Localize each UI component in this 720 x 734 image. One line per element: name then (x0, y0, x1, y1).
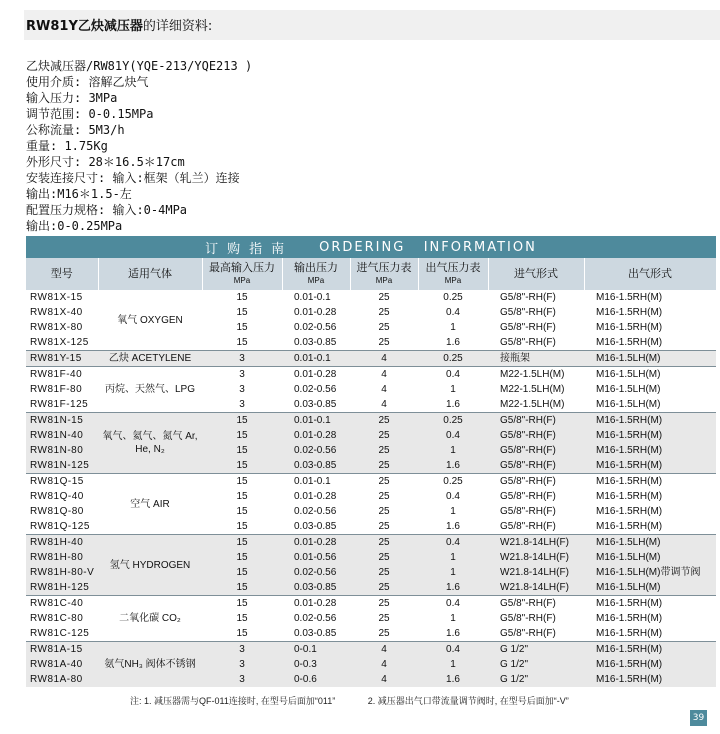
cell-inlet-type: G5/8"-RH(F) (488, 458, 584, 474)
cell-model: RW81N-40 (26, 428, 98, 443)
cell-outlet-type: M16-1.5RH(M) (584, 443, 716, 458)
cell-outlet-pressure: 0.03-0.85 (282, 458, 350, 474)
cell-outlet-pressure: 0.03-0.85 (294, 399, 337, 410)
cell-inlet-gauge: 25 (378, 307, 390, 318)
table-header-row (26, 258, 716, 290)
cell-outlet-gauge: 0.4 (418, 642, 488, 658)
cell-max-inlet: 3 (239, 399, 245, 410)
cell-outlet-gauge: 0.25 (418, 413, 488, 429)
ordering-catalog (26, 236, 716, 734)
cell-inlet-gauge: 25 (350, 550, 418, 565)
cell-model: RW81X-40 (30, 307, 83, 318)
cell-model: RW81A-40 (26, 657, 98, 672)
col-model: 型号 (26, 258, 98, 290)
cell-max-inlet: 15 (236, 307, 248, 318)
cell-outlet-gauge: 1.6 (418, 672, 488, 687)
cell-outlet-type: M16-1.5RH(M) (584, 672, 716, 687)
cell-outlet-pressure: 0.01-0.28 (282, 428, 350, 443)
cell-outlet-type: M16-1.5RH(M) (584, 413, 716, 429)
footnote (130, 694, 599, 707)
cell-outlet-gauge: 0.4 (446, 491, 460, 502)
col-inlet-gauge-label: 进气压力表 (356, 262, 412, 274)
col-outlet-type: 出气形式 (584, 258, 716, 290)
cell-max-inlet: 15 (202, 413, 282, 429)
cell-outlet-gauge: 0.4 (418, 596, 488, 612)
cell-outlet-pressure: 0.01-0.1 (294, 292, 331, 303)
cell-inlet-gauge: 25 (350, 443, 418, 458)
cell-outlet-pressure: 0.02-0.56 (294, 613, 337, 624)
spec-line: 公称流量: 5M3/h (26, 123, 125, 137)
cell-max-inlet: 15 (202, 535, 282, 551)
cell-max-inlet: 3 (202, 672, 282, 687)
table-row (26, 535, 716, 551)
cell-gas: 氢气 HYDROGEN (98, 535, 202, 596)
cell-max-inlet: 15 (236, 292, 248, 303)
cell-model: RW81A-15 (26, 642, 98, 658)
table-body (26, 290, 716, 687)
cell-model: RW81H-80 (26, 550, 98, 565)
cell-inlet-gauge: 4 (350, 367, 418, 383)
spec-line: 重量: 1.75Kg (26, 139, 108, 153)
cell-outlet-pressure: 0.03-0.85 (294, 337, 337, 348)
cell-outlet-pressure: 0.01-0.1 (282, 474, 350, 490)
cell-max-inlet: 15 (236, 337, 248, 348)
cell-outlet-pressure: 0.01-0.1 (282, 351, 350, 367)
cell-inlet-gauge: 25 (350, 565, 418, 580)
cell-model: RW81F-125 (30, 399, 89, 410)
cell-inlet-gauge: 4 (381, 384, 387, 395)
cell-max-inlet: 15 (236, 628, 248, 639)
cell-gas: 丙烷、天然气、LPG (98, 367, 202, 413)
table-row (26, 642, 716, 658)
cell-outlet-type: M16-1.5RH(M) (584, 458, 716, 474)
cell-outlet-pressure: 0.01-0.28 (282, 367, 350, 383)
cell-max-inlet: 15 (202, 550, 282, 565)
cell-outlet-type: M16-1.5RH(M) (584, 474, 716, 490)
page-title-bar (24, 10, 720, 40)
cell-outlet-gauge: 1.6 (418, 458, 488, 474)
cell-outlet-type: M16-1.5RH(M) (596, 307, 663, 318)
cell-gas: 乙炔 ACETYLENE (98, 351, 202, 367)
cell-outlet-type: M16-1.5LH(M)带调节阀 (584, 565, 716, 580)
cell-inlet-gauge: 25 (350, 535, 418, 551)
cell-max-inlet: 15 (202, 443, 282, 458)
cell-outlet-type: M16-1.5LH(M) (596, 399, 661, 410)
cell-model: RW81A-80 (26, 672, 98, 687)
cell-max-inlet: 3 (202, 657, 282, 672)
cell-inlet-type: G5/8"-RH(F) (500, 292, 556, 303)
cell-inlet-type: G5/8"-RH(F) (500, 521, 556, 532)
table-row (26, 413, 716, 429)
cell-inlet-gauge: 25 (378, 292, 390, 303)
cell-max-inlet: 15 (236, 521, 248, 532)
cell-outlet-type: M16-1.5RH(M) (584, 428, 716, 443)
spec-line: 乙炔减压器/RW81Y(YQE-213/YQE213 ) (26, 59, 253, 73)
cell-outlet-type: M16-1.5RH(M) (596, 506, 663, 517)
cell-model: RW81H-125 (26, 580, 98, 596)
cell-outlet-pressure: 0-0.3 (282, 657, 350, 672)
ordering-table (26, 258, 717, 687)
cell-outlet-gauge: 0.25 (443, 292, 463, 303)
cell-outlet-pressure: 0.01-0.28 (282, 535, 350, 551)
cell-outlet-gauge: 1 (418, 657, 488, 672)
cell-inlet-gauge: 25 (350, 580, 418, 596)
cell-inlet-type: G5/8"-RH(F) (500, 613, 556, 624)
cell-outlet-gauge: 0.25 (418, 474, 488, 490)
table-row (26, 474, 716, 490)
cell-outlet-gauge: 0.4 (418, 367, 488, 383)
spec-line: 使用介质: 溶解乙炔气 (26, 75, 149, 89)
unit-label: MPa (307, 276, 325, 285)
cell-outlet-pressure: 0.01-0.28 (294, 491, 337, 502)
cell-max-inlet: 15 (202, 458, 282, 474)
cell-inlet-gauge: 25 (378, 506, 390, 517)
table-row (26, 596, 716, 612)
cell-inlet-gauge: 4 (350, 657, 418, 672)
cell-model: RW81Y-15 (26, 351, 98, 367)
cell-inlet-type: W21.8-14LH(F) (488, 580, 584, 596)
cell-max-inlet: 15 (236, 491, 248, 502)
cell-outlet-pressure: 0.01-0.28 (282, 596, 350, 612)
cell-outlet-pressure: 0.03-0.85 (282, 580, 350, 596)
cell-outlet-pressure: 0-0.1 (282, 642, 350, 658)
cell-inlet-type: M22-1.5LH(M) (500, 384, 565, 395)
col-max-inlet (202, 258, 282, 290)
spec-line: 调节范围: 0-0.15MPa (26, 107, 154, 121)
cell-inlet-type: G5/8"-RH(F) (500, 491, 556, 502)
spec-line: 输出:0-0.25MPa (26, 219, 123, 233)
cell-inlet-gauge: 4 (381, 399, 387, 410)
cell-model: RW81Q-40 (30, 491, 84, 502)
cell-outlet-pressure: 0.02-0.56 (294, 384, 337, 395)
cell-inlet-type: G 1/2" (488, 672, 584, 687)
cell-max-inlet: 15 (236, 613, 248, 624)
cell-outlet-gauge: 1.6 (446, 399, 460, 410)
cell-outlet-gauge: 1.6 (446, 337, 460, 348)
cell-inlet-gauge: 25 (350, 474, 418, 490)
cell-inlet-type: G5/8"-RH(F) (500, 628, 556, 639)
table-row (26, 367, 716, 383)
cell-gas: 二氧化碳 CO₂ (98, 596, 202, 642)
cell-model: RW81X-15 (30, 292, 83, 303)
cell-max-inlet: 15 (202, 580, 282, 596)
col-outlet-pressure-label: 输出压力 (294, 262, 338, 274)
cell-model: RW81X-125 (30, 337, 89, 348)
cell-inlet-type: M22-1.5LH(M) (500, 399, 565, 410)
cell-outlet-type: M16-1.5LH(M) (584, 550, 716, 565)
cell-model: RW81F-80 (30, 384, 83, 395)
cell-inlet-type: W21.8-14LH(F) (488, 565, 584, 580)
cell-inlet-type: G 1/2" (488, 642, 584, 658)
catalog-header (26, 236, 716, 258)
cell-inlet-gauge: 25 (378, 613, 390, 624)
unit-label: MPa (444, 276, 462, 285)
cell-outlet-pressure: 0.01-0.1 (282, 413, 350, 429)
col-outlet-gauge (418, 258, 488, 290)
page-number: 39 (690, 710, 707, 726)
cell-outlet-type: M16-1.5RH(M) (596, 491, 663, 502)
col-gas: 适用气体 (98, 258, 202, 290)
cell-inlet-type: G5/8"-RH(F) (500, 307, 556, 318)
cell-inlet-type: M22-1.5LH(M) (488, 367, 584, 383)
unit-label: MPa (375, 276, 393, 285)
product-title: RW81Y乙炔减压器 (26, 19, 143, 34)
cell-model: RW81N-15 (26, 413, 98, 429)
cell-outlet-pressure: 0.01-0.56 (282, 550, 350, 565)
cell-model: RW81Q-125 (30, 521, 90, 532)
cell-outlet-type: M16-1.5RH(M) (596, 628, 663, 639)
cell-max-inlet: 3 (202, 367, 282, 383)
cell-inlet-type: G5/8"-RH(F) (488, 474, 584, 490)
cell-model: RW81H-80-V (26, 565, 98, 580)
cell-outlet-pressure: 0.03-0.85 (294, 628, 337, 639)
cell-outlet-gauge: 1.6 (446, 628, 460, 639)
cell-max-inlet: 15 (236, 322, 248, 333)
cell-outlet-gauge: 0.25 (418, 351, 488, 367)
cell-gas: 氨气NH₃ 阀体不锈钢 (98, 642, 202, 688)
cell-inlet-type: G5/8"-RH(F) (500, 337, 556, 348)
cell-model: RW81Q-15 (26, 474, 98, 490)
col-inlet-gauge (350, 258, 418, 290)
cell-inlet-type: G5/8"-RH(F) (500, 506, 556, 517)
cell-gas: 氧气、氦气、氮气 Ar, He, N₂ (98, 413, 202, 474)
cell-outlet-gauge: 1.6 (446, 521, 460, 532)
catalog-title-en: ORDERING INFORMATION (319, 239, 537, 255)
cell-model: RW81F-40 (26, 367, 98, 383)
table-row (26, 351, 716, 367)
cell-outlet-type: M16-1.5RH(M) (584, 596, 716, 612)
cell-outlet-gauge: 1.6 (418, 580, 488, 596)
cell-model: RW81C-125 (30, 628, 90, 639)
cell-outlet-gauge: 1 (450, 384, 456, 395)
cell-outlet-type: M16-1.5RH(M) (584, 642, 716, 658)
cell-inlet-type: G5/8"-RH(F) (500, 322, 556, 333)
cell-outlet-type: M16-1.5LH(M) (596, 384, 661, 395)
cell-gas: 空气 AIR (98, 474, 202, 535)
cell-inlet-gauge: 25 (350, 428, 418, 443)
cell-outlet-pressure: 0-0.6 (282, 672, 350, 687)
cell-outlet-type: M16-1.5RH(M) (596, 521, 663, 532)
cell-max-inlet: 3 (202, 351, 282, 367)
cell-inlet-gauge: 25 (378, 628, 390, 639)
spec-list (26, 58, 252, 234)
cell-inlet-gauge: 25 (350, 413, 418, 429)
cell-model: RW81Q-80 (30, 506, 84, 517)
cell-outlet-gauge: 0.4 (418, 535, 488, 551)
cell-outlet-type: M16-1.5LH(M) (584, 580, 716, 596)
cell-model: RW81N-125 (26, 458, 98, 474)
col-inlet-type: 进气形式 (488, 258, 584, 290)
cell-inlet-gauge: 25 (378, 337, 390, 348)
cell-inlet-gauge: 25 (378, 322, 390, 333)
cell-outlet-gauge: 1 (418, 550, 488, 565)
cell-inlet-type: G5/8"-RH(F) (488, 443, 584, 458)
cell-outlet-pressure: 0.02-0.56 (294, 322, 337, 333)
cell-max-inlet: 15 (202, 428, 282, 443)
cell-inlet-gauge: 4 (350, 642, 418, 658)
cell-inlet-gauge: 25 (350, 458, 418, 474)
cell-outlet-type: M16-1.5RH(M) (596, 613, 663, 624)
footnote-1: 注: 1. 减压器需与QF-011连接时, 在型号后面加“011” (130, 696, 336, 706)
cell-outlet-type: M16-1.5LH(M) (584, 367, 716, 383)
cell-outlet-type: M16-1.5LH(M) (584, 535, 716, 551)
spec-line: 外形尺寸: 28＊16.5＊17cm (26, 155, 185, 169)
cell-outlet-gauge: 1 (450, 613, 456, 624)
cell-gas: 氧气 OXYGEN (117, 314, 183, 326)
cell-max-inlet: 15 (202, 596, 282, 612)
cell-outlet-type: M16-1.5RH(M) (596, 322, 663, 333)
cell-outlet-gauge: 1 (418, 565, 488, 580)
cell-outlet-type: M16-1.5RH(M) (584, 657, 716, 672)
cell-model: RW81H-40 (26, 535, 98, 551)
col-outlet-pressure (282, 258, 350, 290)
footnote-2: 2. 减压器出气口带流量调节阀时, 在型号后面加“-V” (367, 696, 569, 706)
cell-max-inlet: 3 (202, 642, 282, 658)
cell-inlet-type: 接瓶架 (488, 351, 584, 367)
table-row (26, 290, 716, 305)
cell-outlet-gauge: 0.4 (418, 428, 488, 443)
title-suffix: 的详细资料: (142, 19, 213, 34)
cell-outlet-type: M16-1.5RH(M) (596, 337, 663, 348)
cell-model: RW81C-80 (30, 613, 84, 624)
cell-outlet-pressure: 0.02-0.56 (282, 443, 350, 458)
col-outlet-gauge-label: 出气压力表 (425, 262, 481, 274)
cell-inlet-gauge: 25 (378, 521, 390, 532)
cell-max-inlet: 3 (239, 384, 245, 395)
cell-inlet-type: G5/8"-RH(F) (488, 596, 584, 612)
cell-outlet-pressure: 0.01-0.28 (294, 307, 337, 318)
cell-model: RW81N-80 (26, 443, 98, 458)
catalog-title-zh: 订购指南 (205, 241, 294, 257)
cell-outlet-gauge: 1 (450, 322, 456, 333)
cell-outlet-gauge: 0.4 (446, 307, 460, 318)
cell-inlet-gauge: 25 (350, 596, 418, 612)
cell-inlet-type: G5/8"-RH(F) (488, 413, 584, 429)
cell-inlet-type: G 1/2" (488, 657, 584, 672)
cell-outlet-type: M16-1.5LH(M) (584, 351, 716, 367)
cell-max-inlet: 15 (202, 474, 282, 490)
col-max-inlet-label: 最高输入压力 (209, 262, 275, 274)
cell-outlet-pressure: 0.02-0.56 (282, 565, 350, 580)
spec-line: 输出:M16＊1.5-左 (26, 187, 132, 201)
cell-outlet-pressure: 0.03-0.85 (294, 521, 337, 532)
cell-outlet-type: M16-1.5RH(M) (596, 292, 663, 303)
cell-inlet-type: W21.8-14LH(F) (488, 535, 584, 551)
cell-outlet-gauge: 1 (418, 443, 488, 458)
cell-inlet-type: G5/8"-RH(F) (488, 428, 584, 443)
spec-line: 安装连接尺寸: 输入:框架（轧兰）连接 (26, 171, 240, 185)
unit-label: MPa (233, 276, 251, 285)
cell-outlet-pressure: 0.02-0.56 (294, 506, 337, 517)
spec-line: 输入压力: 3MPa (26, 91, 118, 105)
cell-inlet-type: W21.8-14LH(F) (488, 550, 584, 565)
cell-outlet-gauge: 1 (450, 506, 456, 517)
cell-inlet-gauge: 25 (378, 491, 390, 502)
cell-inlet-gauge: 4 (350, 351, 418, 367)
cell-max-inlet: 15 (202, 565, 282, 580)
cell-model: RW81X-80 (30, 322, 83, 333)
cell-max-inlet: 15 (236, 506, 248, 517)
spec-line: 配置压力规格: 输入:0-4MPa (26, 203, 188, 217)
cell-model: RW81C-40 (26, 596, 98, 612)
cell-inlet-gauge: 4 (350, 672, 418, 687)
